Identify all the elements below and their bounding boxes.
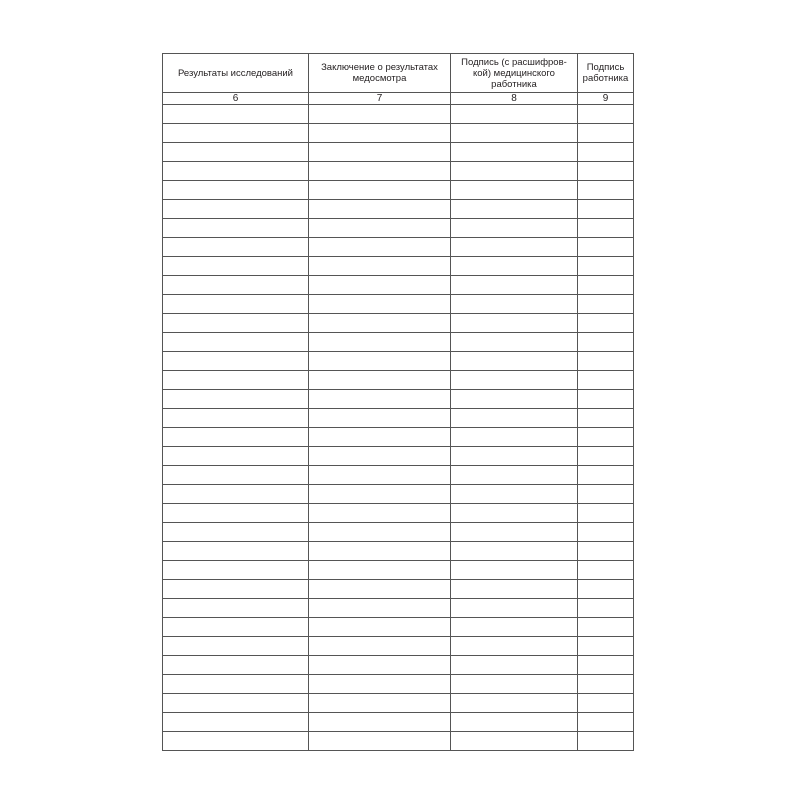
medical-exam-journal-table xyxy=(162,53,634,751)
table-row xyxy=(163,466,634,485)
table-row xyxy=(163,580,634,599)
table-cell xyxy=(163,105,309,124)
table-cell xyxy=(163,542,309,561)
table-cell xyxy=(451,333,578,352)
table-cell xyxy=(578,333,634,352)
header-research-results: Результаты исследований xyxy=(163,54,309,93)
table-cell xyxy=(578,276,634,295)
table-cell xyxy=(578,447,634,466)
table-cell xyxy=(451,542,578,561)
table-row xyxy=(163,352,634,371)
table-row xyxy=(163,162,634,181)
table-body xyxy=(163,105,634,751)
table-cell xyxy=(451,238,578,257)
table-cell xyxy=(451,523,578,542)
table-row xyxy=(163,599,634,618)
table-cell xyxy=(163,409,309,428)
table-row xyxy=(163,732,634,751)
table-cell xyxy=(578,257,634,276)
table-cell xyxy=(309,238,451,257)
table-cell xyxy=(451,276,578,295)
column-number-6: 6 xyxy=(163,93,309,105)
table-row xyxy=(163,181,634,200)
table-cell xyxy=(163,561,309,580)
table-cell xyxy=(309,314,451,333)
table-cell xyxy=(451,124,578,143)
table-cell xyxy=(163,713,309,732)
table-cell xyxy=(163,675,309,694)
table-row xyxy=(163,656,634,675)
table-row xyxy=(163,485,634,504)
table-cell xyxy=(309,561,451,580)
table-cell xyxy=(578,466,634,485)
table-cell xyxy=(451,295,578,314)
table-cell xyxy=(163,352,309,371)
table-row xyxy=(163,637,634,656)
table-cell xyxy=(163,314,309,333)
table-cell xyxy=(451,694,578,713)
table-cell xyxy=(309,447,451,466)
table-row xyxy=(163,504,634,523)
column-number-9: 9 xyxy=(578,93,634,105)
table-cell xyxy=(309,143,451,162)
table-cell xyxy=(578,295,634,314)
table-cell xyxy=(578,713,634,732)
table-cell xyxy=(578,409,634,428)
table-cell xyxy=(578,200,634,219)
table-cell xyxy=(578,732,634,751)
table-cell xyxy=(309,618,451,637)
table-cell xyxy=(309,732,451,751)
column-number-row xyxy=(163,93,634,105)
column-number-8: 8 xyxy=(451,93,578,105)
table-cell xyxy=(309,124,451,143)
table-row xyxy=(163,675,634,694)
table-cell xyxy=(309,200,451,219)
table-cell xyxy=(163,694,309,713)
table-cell xyxy=(451,143,578,162)
table-cell xyxy=(578,580,634,599)
table-row xyxy=(163,143,634,162)
table-cell xyxy=(163,504,309,523)
table-row xyxy=(163,542,634,561)
table-cell xyxy=(309,162,451,181)
table-cell xyxy=(451,181,578,200)
table-row xyxy=(163,295,634,314)
table-cell xyxy=(451,561,578,580)
table-cell xyxy=(309,181,451,200)
header-exam-conclusion: Заключение о результатах медосмотра xyxy=(309,54,451,93)
table-cell xyxy=(309,105,451,124)
table-cell xyxy=(451,314,578,333)
table-cell xyxy=(309,713,451,732)
table-row xyxy=(163,428,634,447)
table-cell xyxy=(163,599,309,618)
table-cell xyxy=(451,371,578,390)
table-cell xyxy=(163,485,309,504)
table-cell xyxy=(309,580,451,599)
table-cell xyxy=(309,352,451,371)
table-cell xyxy=(451,656,578,675)
table-cell xyxy=(578,238,634,257)
table-cell xyxy=(163,124,309,143)
table-cell xyxy=(451,466,578,485)
table-cell xyxy=(163,257,309,276)
table-cell xyxy=(578,162,634,181)
table-cell xyxy=(578,561,634,580)
table-cell xyxy=(578,181,634,200)
table-row xyxy=(163,257,634,276)
table-cell xyxy=(451,675,578,694)
table-cell xyxy=(451,200,578,219)
table-cell xyxy=(309,504,451,523)
table-cell xyxy=(163,276,309,295)
table-cell xyxy=(451,504,578,523)
table-row xyxy=(163,561,634,580)
table-cell xyxy=(163,656,309,675)
table-cell xyxy=(451,713,578,732)
table-row xyxy=(163,276,634,295)
table-cell xyxy=(578,428,634,447)
table-cell xyxy=(163,143,309,162)
table-cell xyxy=(578,314,634,333)
table-cell xyxy=(578,219,634,238)
table-row xyxy=(163,713,634,732)
table-row xyxy=(163,409,634,428)
header-row xyxy=(163,54,634,93)
table-cell xyxy=(451,257,578,276)
table-cell xyxy=(451,390,578,409)
table-cell xyxy=(163,428,309,447)
table-row xyxy=(163,219,634,238)
table-cell xyxy=(451,162,578,181)
table-cell xyxy=(309,295,451,314)
header-worker-signature: Подпись работника xyxy=(578,54,634,93)
table-cell xyxy=(451,447,578,466)
table-cell xyxy=(309,409,451,428)
table-cell xyxy=(451,352,578,371)
table-row xyxy=(163,390,634,409)
table-cell xyxy=(309,371,451,390)
table-cell xyxy=(578,656,634,675)
table-cell xyxy=(578,675,634,694)
table-cell xyxy=(578,105,634,124)
table-cell xyxy=(163,637,309,656)
table-cell xyxy=(451,428,578,447)
table-cell xyxy=(309,219,451,238)
table-row xyxy=(163,238,634,257)
table-cell xyxy=(578,371,634,390)
table-row xyxy=(163,333,634,352)
table-cell xyxy=(163,238,309,257)
table-cell xyxy=(578,694,634,713)
table-cell xyxy=(578,542,634,561)
table-cell xyxy=(309,257,451,276)
table-cell xyxy=(163,523,309,542)
table-cell xyxy=(163,618,309,637)
table-row xyxy=(163,447,634,466)
table-cell xyxy=(163,219,309,238)
table-cell xyxy=(309,428,451,447)
table-cell xyxy=(309,523,451,542)
table-cell xyxy=(578,523,634,542)
table-cell xyxy=(451,219,578,238)
table-cell xyxy=(309,333,451,352)
table-cell xyxy=(163,295,309,314)
table-cell xyxy=(451,618,578,637)
table-row xyxy=(163,200,634,219)
table-cell xyxy=(163,181,309,200)
table-cell xyxy=(451,485,578,504)
table-cell xyxy=(309,599,451,618)
table-cell xyxy=(309,542,451,561)
table-row xyxy=(163,314,634,333)
table-cell xyxy=(163,162,309,181)
table-cell xyxy=(451,580,578,599)
table-cell xyxy=(451,409,578,428)
table-row xyxy=(163,371,634,390)
table-cell xyxy=(163,580,309,599)
table-cell xyxy=(163,390,309,409)
table-cell xyxy=(578,485,634,504)
table-cell xyxy=(451,105,578,124)
table-row xyxy=(163,523,634,542)
table-cell xyxy=(309,675,451,694)
table-cell xyxy=(309,694,451,713)
table-cell xyxy=(163,447,309,466)
table-cell xyxy=(578,618,634,637)
table-cell xyxy=(578,599,634,618)
table-cell xyxy=(309,466,451,485)
table-cell xyxy=(309,390,451,409)
table-cell xyxy=(309,656,451,675)
table-cell xyxy=(578,504,634,523)
table-cell xyxy=(163,466,309,485)
table-cell xyxy=(578,352,634,371)
table-row xyxy=(163,105,634,124)
table-cell xyxy=(163,333,309,352)
table-cell xyxy=(163,732,309,751)
table-row xyxy=(163,618,634,637)
table-cell xyxy=(309,485,451,504)
header-medic-signature: Подпись (с расшифров-кой) медицинского работника xyxy=(451,54,578,93)
table-cell xyxy=(309,276,451,295)
table-row xyxy=(163,124,634,143)
table-cell xyxy=(451,637,578,656)
table-cell xyxy=(578,390,634,409)
table-cell xyxy=(451,732,578,751)
table-cell xyxy=(578,124,634,143)
table-cell xyxy=(309,637,451,656)
table-cell xyxy=(578,637,634,656)
table-row xyxy=(163,694,634,713)
column-number-7: 7 xyxy=(309,93,451,105)
table-cell xyxy=(451,599,578,618)
table-cell xyxy=(163,200,309,219)
table-cell xyxy=(163,371,309,390)
table-cell xyxy=(578,143,634,162)
